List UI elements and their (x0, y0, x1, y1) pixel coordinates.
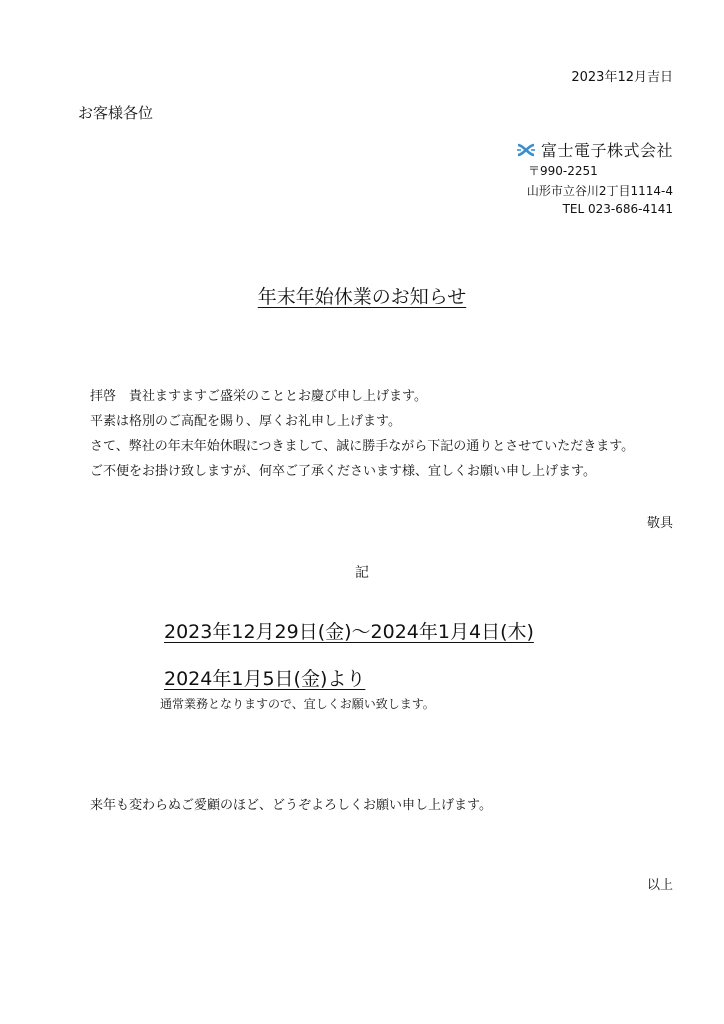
resume-note: 通常業務となりますので、宜しくお願い致します。 (160, 697, 435, 711)
closing-ijou: 以上 (646, 878, 673, 893)
title-text: 年末年始休業のお知らせ (257, 286, 467, 308)
company-name: 富士電子株式会社 (540, 141, 673, 160)
resume-date (164, 664, 365, 691)
holiday-period (164, 617, 534, 644)
document-date: 2023年12月吉日 (571, 70, 673, 85)
recipient: お客様各位 (78, 104, 154, 122)
fuji-denshi-logo-icon (516, 140, 536, 160)
resume-date-text: 2024年1月5日(金)より (164, 668, 366, 690)
company-address: 山形市立谷川2丁目1114-4 (526, 184, 673, 198)
page-title (0, 282, 724, 309)
closing-message: 来年も変わらぬご愛顧のほど、どうぞよろしくお願い申し上げます。 (90, 798, 492, 813)
body-line: さて、弊社の年末年始休暇につきまして、誠に勝手ながら下記の通りとさせていただきます。 (90, 439, 635, 454)
closing-keigu: 敬具 (646, 516, 673, 531)
company-block (516, 138, 673, 161)
body-line: 平素は格別のご高配を賜り、厚くお礼申し上げます。 (90, 414, 401, 429)
postal-code: 〒990-2251 (528, 164, 598, 178)
body-line: ご不便をお掛け致しますが、何卒ご了承くださいます様、宜しくお願い申し上げます。 (90, 464, 596, 479)
letter-body (90, 384, 634, 484)
ki-heading: 記 (355, 565, 369, 581)
holiday-period-text: 2023年12月29日(金)～2024年1月4日(木) (164, 621, 534, 643)
company-tel: TEL 023-686-4141 (562, 202, 673, 216)
body-line: 拝啓 貴社ますますご盛栄のこととお慶び申し上げます。 (90, 389, 427, 404)
